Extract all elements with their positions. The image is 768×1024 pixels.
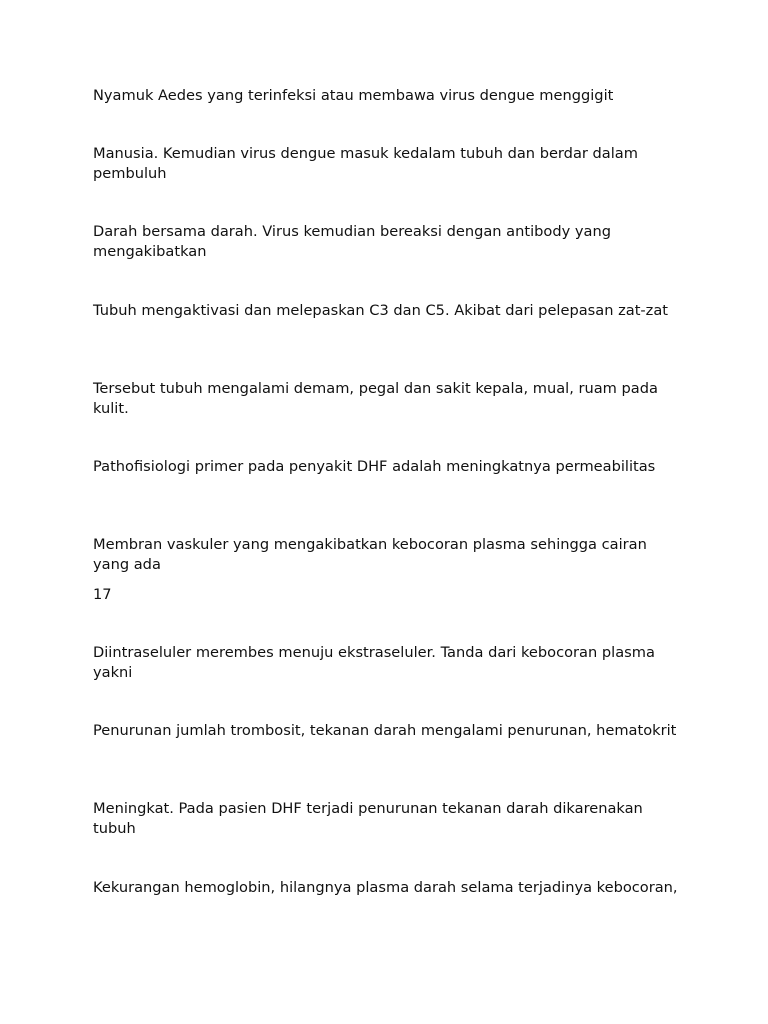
- paragraph-7: Membran vaskuler yang mengakibatkan kebocoran plasma sehingga cairan yang ada: [93, 536, 647, 573]
- paragraph-11: Kekurangan hemoglobin, hilangnya plasma darah selama terjadinya kebocoran,: [93, 879, 678, 896]
- paragraph-5: Tersebut tubuh mengalami demam, pegal dan sakit kepala, mual, ruam pada kulit.: [93, 380, 658, 417]
- paragraph-10: Meningkat. Pada pasien DHF terjadi penurunan tekanan darah dikarenakan tubuh: [93, 800, 643, 837]
- paragraph-4: Tubuh mengaktivasi dan melepaskan C3 dan C5. Akibat dari pelepasan zat-zat: [93, 302, 669, 319]
- paragraph-9: Penurunan jumlah trombosit, tekanan darah mengalami penurunan, hematokrit: [93, 722, 677, 739]
- paragraph-2: Manusia. Kemudian virus dengue masuk kedalam tubuh dan berdar dalam pembuluh: [93, 145, 638, 182]
- page-number: 17: [93, 586, 112, 603]
- paragraph-3: Darah bersama darah. Virus kemudian bereaksi dengan antibody yang mengakibatkan: [93, 223, 611, 260]
- paragraph-6: Pathofisiologi primer pada penyakit DHF adalah meningkatnya permeabilitas: [93, 458, 656, 475]
- paragraph-1: Nyamuk Aedes yang terinfeksi atau membawa virus dengue menggigit: [93, 87, 614, 104]
- paragraph-8: Diintraseluler merembes menuju ekstraseluler. Tanda dari kebocoran plasma yakni: [93, 644, 655, 681]
